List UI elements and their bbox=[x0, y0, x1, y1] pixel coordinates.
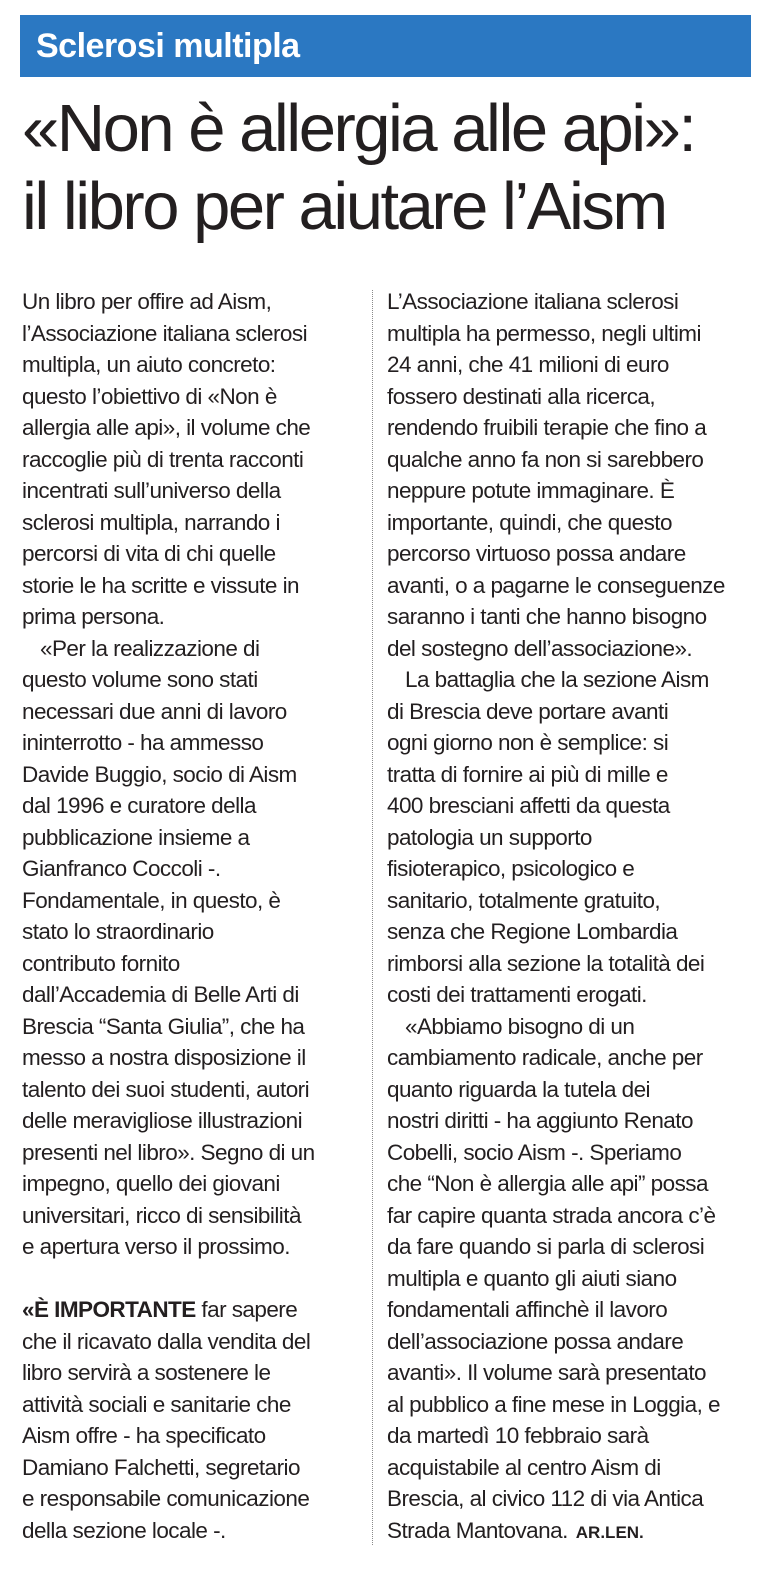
text-line: multipla, un aiuto concreto: bbox=[22, 352, 276, 377]
text-line: patologia un supporto bbox=[387, 824, 592, 850]
headline-line-1: «Non è allergia alle api»: bbox=[22, 91, 695, 166]
text-line: Brescia, al civico 112 di via Antica bbox=[387, 1486, 704, 1511]
text-line: da fare quando si parla di sclerosi bbox=[387, 1234, 705, 1259]
section-kicker-bar bbox=[20, 15, 751, 77]
text-line: saranno i tanti che hanno bisogno bbox=[387, 604, 707, 629]
text-line bbox=[387, 1515, 757, 1549]
text-line: pubblicazione insieme a bbox=[22, 824, 250, 850]
text-line: l’Associazione italiana sclerosi bbox=[22, 320, 308, 346]
text-line: Aism offre - ha specificato bbox=[22, 1423, 266, 1448]
section-kicker: Sclerosi multipla bbox=[36, 27, 300, 65]
text-line: Gianfranco Coccoli -. bbox=[22, 856, 221, 881]
text-line: e apertura verso il prossimo. bbox=[22, 1234, 290, 1259]
headline-line-2: il libro per aiutare l’Aism bbox=[22, 169, 666, 244]
paragraph-gap bbox=[22, 1263, 367, 1295]
text-line: La battaglia che la sezione Aism bbox=[405, 667, 709, 692]
text-line: dal 1996 e curatore della bbox=[22, 793, 256, 818]
text-line: al pubblico a fine mese in Loggia, e bbox=[387, 1391, 720, 1417]
column-divider bbox=[372, 290, 373, 1545]
text-line: questo volume sono stati bbox=[22, 667, 258, 692]
text-line: fisioterapico, psicologico e bbox=[387, 856, 635, 881]
text-line: Un libro per offire ad Aism, bbox=[22, 289, 272, 314]
text-line: messo a nostra disposizione il bbox=[22, 1045, 306, 1070]
text-line: «Abbiamo bisogno di un bbox=[405, 1013, 635, 1039]
text-line: acquistabile al centro Aism di bbox=[387, 1454, 661, 1480]
text-line: che il ricavato dalla vendita del bbox=[22, 1328, 311, 1354]
text-line: senza che Regione Lombardia bbox=[387, 919, 678, 944]
text-line: 400 bresciani affetti da questa bbox=[387, 793, 670, 818]
text-line: multipla e quanto gli aiuti siano bbox=[387, 1265, 677, 1291]
text-line: da martedì 10 febbraio sarà bbox=[387, 1423, 649, 1448]
text-line: questo l’obiettivo di «Non è bbox=[22, 383, 277, 409]
text-line: incentrati sull’universo della bbox=[22, 478, 281, 503]
text-line: Fondamentale, in questo, è bbox=[22, 887, 281, 913]
text-run: Strada Mantovana. bbox=[387, 1517, 568, 1543]
text-line: allergia alle api», il volume che bbox=[22, 415, 311, 440]
text-line: universitari, ricco di sensibilità bbox=[22, 1202, 301, 1228]
text-line: raccoglie più di trenta racconti bbox=[22, 446, 304, 472]
text-line: percorso virtuoso possa andare bbox=[387, 541, 686, 566]
text-line: cambiamento radicale, anche per bbox=[387, 1045, 703, 1070]
text-line: nostri diritti - ha aggiunto Renato bbox=[387, 1108, 693, 1133]
article-column-right bbox=[387, 286, 757, 1548]
text-line: ininterrotto - ha ammesso bbox=[22, 730, 264, 755]
text-line: libro servirà a sostenere le bbox=[22, 1360, 271, 1385]
text-line: tratta di fornire ai più di mille e bbox=[387, 761, 668, 787]
text-line: rimborsi alla sezione la totalità dei bbox=[387, 950, 705, 976]
text-line: neppure potute immaginare. È bbox=[387, 478, 675, 503]
text-line: attività sociali e sanitarie che bbox=[22, 1391, 291, 1417]
text-line: presenti nel libro». Segno di un bbox=[22, 1139, 315, 1165]
text-line: dell’associazione possa andare bbox=[387, 1328, 684, 1354]
text-line: Davide Buggio, socio di Aism bbox=[22, 761, 297, 787]
text-line: necessari due anni di lavoro bbox=[22, 698, 287, 724]
text-line: dall’Accademia di Belle Arti di bbox=[22, 982, 299, 1007]
text-line: di Brescia deve portare avanti bbox=[387, 698, 669, 724]
text-line: percorsi di vita di chi quelle bbox=[22, 541, 276, 566]
text-line: qualche anno fa non si sarebbero bbox=[387, 446, 704, 472]
text-line: impegno, quello dei giovani bbox=[22, 1171, 280, 1196]
text-line: «Per la realizzazione di bbox=[40, 635, 260, 661]
text-line: fossero destinati alla ricerca, bbox=[387, 383, 656, 409]
text-line: ogni giorno non è semplice: si bbox=[387, 730, 669, 755]
article-headline bbox=[22, 90, 757, 246]
text-line: avanti». Il volume sarà presentato bbox=[387, 1360, 706, 1385]
paragraph-lead-in: «È IMPORTANTE bbox=[22, 1297, 196, 1322]
text-line: Damiano Falchetti, segretario bbox=[22, 1454, 300, 1480]
text-line: rendendo fruibili terapie che fino a bbox=[387, 415, 707, 440]
text-line: Brescia “Santa Giulia”, che ha bbox=[22, 1013, 305, 1039]
text-line: contributo fornito bbox=[22, 950, 180, 976]
text-line: L’Associazione italiana sclerosi bbox=[387, 289, 679, 314]
text-line: 24 anni, che 41 milioni di euro bbox=[387, 352, 669, 377]
text-line: fondamentali affinchè il lavoro bbox=[387, 1297, 668, 1322]
text-line: delle meravigliose illustrazioni bbox=[22, 1108, 303, 1133]
text-line: della sezione locale -. bbox=[22, 1517, 226, 1543]
text-line: e responsabile comunicazione bbox=[22, 1486, 310, 1511]
author-byline: AR.LEN. bbox=[575, 1522, 644, 1542]
text-line: storie le ha scritte e vissute in bbox=[22, 572, 299, 598]
text-line bbox=[22, 1294, 367, 1326]
text-line: del sostegno dell’associazione». bbox=[387, 635, 693, 661]
text-line: sanitario, totalmente gratuito, bbox=[387, 887, 661, 913]
text-line: quanto riguarda la tutela dei bbox=[387, 1076, 651, 1102]
text-line: avanti, o a pagarne le conseguenze bbox=[387, 572, 725, 598]
article-column-left bbox=[22, 286, 367, 1546]
text-line: far capire quanta strada ancora c’è bbox=[387, 1202, 716, 1228]
text-line: importante, quindi, che questo bbox=[387, 509, 672, 535]
text-run: far sapere bbox=[195, 1297, 298, 1322]
text-line: Cobelli, socio Aism -. Speriamo bbox=[387, 1139, 682, 1165]
text-line: multipla ha permesso, negli ultimi bbox=[387, 320, 701, 346]
text-line: stato lo straordinario bbox=[22, 919, 214, 944]
text-line: costi dei trattamenti erogati. bbox=[387, 982, 647, 1007]
text-line: che “Non è allergia alle api” possa bbox=[387, 1171, 708, 1196]
text-line: sclerosi multipla, narrando i bbox=[22, 509, 280, 535]
text-line: talento dei suoi studenti, autori bbox=[22, 1076, 310, 1102]
text-line: prima persona. bbox=[22, 604, 165, 629]
